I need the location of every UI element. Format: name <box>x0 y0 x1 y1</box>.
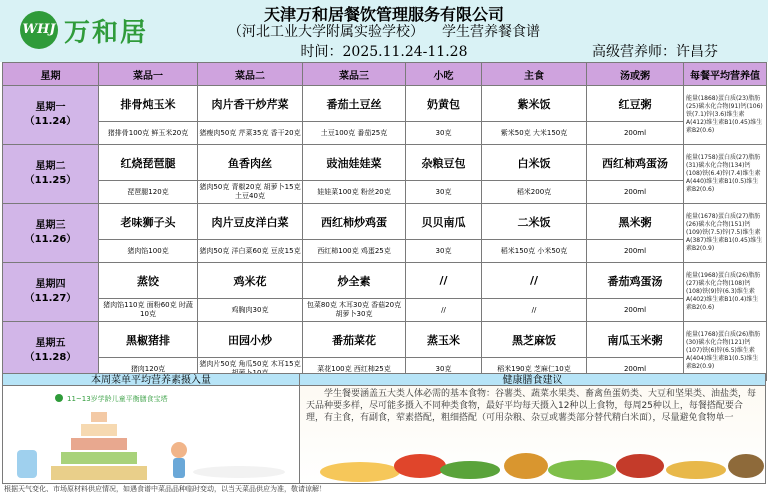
dish-name: 奶黄包 <box>406 86 482 122</box>
water-icon <box>17 450 37 478</box>
company-name: 天津万和居餐饮管理服务有限公司 <box>263 5 504 24</box>
ingredient-amount: 30克 <box>406 181 482 204</box>
dish-name: 西红柿鸡蛋汤 <box>587 145 684 181</box>
dish-name: 二米饭 <box>482 204 587 240</box>
ingredient-amount: 30克 <box>406 240 482 263</box>
ingredient-amount: 猪肉馅110克 面粉60克 时蔬10克 <box>99 299 198 322</box>
menu-table <box>2 62 767 381</box>
dish-name: 贝贝南瓜 <box>406 204 482 240</box>
dish-name: 肉片豆皮洋白菜 <box>198 204 303 240</box>
dish-name: 田园小炒 <box>198 322 303 358</box>
food-item-icon <box>320 462 400 482</box>
dish-name: 排骨炖玉米 <box>99 86 198 122</box>
col-header-nutrition: 每餐平均营养值 <box>684 63 767 86</box>
ingredient-amount: 猪肉50克 洋白菜60克 豆皮15克 <box>198 240 303 263</box>
ingredient-amount: 鸡胸肉30克 <box>198 299 303 322</box>
menu-row-ingredients <box>3 240 767 263</box>
dish-name: 黑椒猪排 <box>99 322 198 358</box>
nutritionist: 高级营养师：许昌芬 <box>592 44 718 60</box>
pyramid-tier-oil-salt <box>91 412 107 422</box>
dish-name: 蒸玉米 <box>406 322 482 358</box>
col-header-dish2: 菜品二 <box>198 63 303 86</box>
ingredient-amount: 稻米200克 <box>482 181 587 204</box>
ingredient-amount: 西红柿100克 鸡蛋25克 <box>303 240 406 263</box>
weekday-name: 星期四 <box>35 279 66 290</box>
pyramid-tier-vegetables <box>61 452 137 464</box>
dish-name: 鸡米花 <box>198 263 303 299</box>
weekday-cell <box>3 86 99 145</box>
weekday-date: （11.28） <box>24 352 77 363</box>
ingredient-amount: 200ml <box>587 299 684 322</box>
ingredient-amount: 猪肉馅100克 <box>99 240 198 263</box>
ingredient-amount: 稻米190克 芝麻仁10克 <box>482 358 587 381</box>
ingredient-amount: 200ml <box>587 181 684 204</box>
ingredient-amount: 200ml <box>587 122 684 145</box>
dish-name: 黑芝麻饭 <box>482 322 587 358</box>
ingredient-amount: // <box>482 299 587 322</box>
ingredient-amount: 土豆100克 番茄25克 <box>303 122 406 145</box>
tomato-icon <box>394 454 446 478</box>
diet-advice-text: 学生餐要涵盖五大类人体必需的基本食物：谷薯类、蔬菜水果类、畜禽鱼蛋奶类、大豆和坚果类、油盐类，每天品种要多样，尽可能多摄入不同种类食物，最好平均每天摄入12种以上食物，每周25种以上，每餐搭配要合理，有主食，有副食，荤素搭配，粗细搭配（可用杂粮、杂豆或薯类部分替代精白米面），尽量避免食物单一 <box>306 389 757 423</box>
dish-name: 鱼香肉丝 <box>198 145 303 181</box>
logo-text: 万和居 <box>64 18 149 48</box>
col-header-soup: 汤或粥 <box>587 63 684 86</box>
diet-advice-title: 健康膳食建议 <box>300 373 766 386</box>
ingredient-amount: 稻米150克 小米50克 <box>482 240 587 263</box>
ingredient-amount: 娃娃菜100克 粉丝20克 <box>303 181 406 204</box>
weekday-name: 星期一 <box>35 102 66 113</box>
dish-name: 红烧琵琶腿 <box>99 145 198 181</box>
ingredient-amount: 猪瘦肉50克 芹菜35克 香干20克 <box>198 122 303 145</box>
child-figure-icon <box>171 442 187 458</box>
school-line <box>0 21 768 41</box>
table-header-row <box>3 63 767 86</box>
menu-row-ingredients <box>3 299 767 322</box>
nutrition-values: 能量(1968)蛋白质(26)脂肪(27)碳水化合物(108)钙(108)铁(9)锌(6.3)维生素A(402)维生素B1(0.4)维生素B2(0.6) <box>684 263 767 322</box>
nuts-icon <box>504 453 548 479</box>
ingredient-amount: 200ml <box>587 358 684 381</box>
bread-icon <box>728 454 764 478</box>
date-range: 时间：2025.11.24-11.28 <box>300 44 468 60</box>
cucumber-icon <box>548 460 616 480</box>
dish-name: 番茄鸡蛋汤 <box>587 263 684 299</box>
menu-row-dishes <box>3 322 767 358</box>
pyramid-tier-grains <box>51 466 147 480</box>
nutrition-values: 能量(1868)蛋白质(23)脂肪(25)碳水化合物(91)钙(106)铁(7.1)锌(3.6)维生素A(412)维生素B1(0.45)维生素B2(0.6) <box>684 86 767 145</box>
menu-row-dishes <box>3 204 767 240</box>
ingredient-amount: // <box>406 299 482 322</box>
ingredient-amount: 琵琶腿120克 <box>99 181 198 204</box>
ingredient-amount: 猪排骨100克 鲜玉米20克 <box>99 122 198 145</box>
pyramid-title: 11~13岁学龄儿童平衡膳食宝塔 <box>67 395 168 403</box>
nutrition-values: 能量(1768)蛋白质(26)脂肪(30)碳水化合物(121)钙(107)铁(6)锌(6.5)维生素A(404)维生素B1(0.5)维生素B2(0.9) <box>684 322 767 381</box>
dish-name: 番茄土豆丝 <box>303 86 406 122</box>
weekday-cell <box>3 204 99 263</box>
weekday-cell <box>3 322 99 381</box>
nutrient-intake-title: 本周菜单平均营养素摄入量 <box>2 373 300 386</box>
pepper-icon <box>616 454 664 478</box>
dish-name: 红豆粥 <box>587 86 684 122</box>
greens-icon <box>440 461 500 479</box>
school-name: （河北工业大学附属实验学校） <box>228 24 424 40</box>
col-header-weekday: 星期 <box>3 63 99 86</box>
pyramid-title-icon <box>55 394 63 402</box>
weekday-name: 星期二 <box>35 161 66 172</box>
menu-row-dishes <box>3 145 767 181</box>
food-pyramid-illustration <box>3 386 299 482</box>
weekday-name: 星期五 <box>35 338 66 349</box>
ingredient-amount: 30克 <box>406 122 482 145</box>
weekday-cell <box>3 263 99 322</box>
dish-name: 白米饭 <box>482 145 587 181</box>
dish-name: 肉片香干炒芹菜 <box>198 86 303 122</box>
dish-name: 老味狮子头 <box>99 204 198 240</box>
nutrition-values: 能量(1758)蛋白质(27)脂肪(31)碳水化合物(134)钙(108)铁(6.4)锌(7.4)维生素A(440)维生素B1(0.5)维生素B2(0.6) <box>684 145 767 204</box>
diet-advice-panel <box>300 386 766 484</box>
menu-row-dishes <box>3 263 767 299</box>
weekday-date: （11.24） <box>24 116 77 127</box>
food-pyramid-panel <box>2 386 300 484</box>
header <box>0 0 768 62</box>
col-header-dish3: 菜品三 <box>303 63 406 86</box>
menu-row-ingredients <box>3 181 767 204</box>
dish-name: 杂粮豆包 <box>406 145 482 181</box>
ingredient-amount: 猪肉片50克 角瓜50克 木耳15克 <box>198 358 303 381</box>
pyramid-tier-meat-fish <box>71 438 127 450</box>
col-header-staple: 主食 <box>482 63 587 86</box>
ingredient-amount: 猪肉120克 <box>99 358 198 381</box>
footer-note: 根据天气变化、市场原材料供应情况，如遇食谱中菜品品种临时变动，以当天菜品供应为准，敬请谅解！ <box>4 485 326 493</box>
dish-name: 紫米饭 <box>482 86 587 122</box>
col-header-snack: 小吃 <box>406 63 482 86</box>
dish-name: 西红柿炒鸡蛋 <box>303 204 406 240</box>
col-header-dish1: 菜品一 <box>99 63 198 86</box>
weekday-name: 星期三 <box>35 220 66 231</box>
nutrition-values: 能量(1678)蛋白质(27)脂肪(26)碳水化合物(151)钙(109)铁(7.5)锌(7.5)维生素A(387)维生素B1(0.45)维生素B2(0.9) <box>684 204 767 263</box>
vegetables-illustration <box>300 386 766 484</box>
dish-name: 蒸饺 <box>99 263 198 299</box>
dish-name: 南瓜玉米粥 <box>587 322 684 358</box>
dish-name: 炒全素 <box>303 263 406 299</box>
ingredient-amount: 200ml <box>587 240 684 263</box>
dish-name: 豉油娃娃菜 <box>303 145 406 181</box>
weekday-cell <box>3 145 99 204</box>
logo-badge: WHJ <box>20 11 58 49</box>
menu-subtitle: 学生营养餐食谱 <box>442 24 540 40</box>
ingredient-amount: 包菜80克 木耳30克 香菇20克 胡萝卜30克 <box>303 299 406 322</box>
dish-name: // <box>482 263 587 299</box>
ingredient-amount: 猪肉50克 青椒20克 胡萝卜15克 土豆40克 <box>198 181 303 204</box>
bottom-section <box>2 373 766 484</box>
menu-row-dishes <box>3 86 767 122</box>
grain-icon <box>666 461 726 479</box>
dish-name: 番茄菜花 <box>303 322 406 358</box>
ingredient-amount: 菜花100克 西红柿25克 <box>303 358 406 381</box>
ingredient-amount: 30克 <box>406 358 482 381</box>
weekday-date: （11.27） <box>24 293 77 304</box>
menu-row-ingredients <box>3 122 767 145</box>
pyramid-tier-dairy-soy <box>81 424 117 436</box>
dish-name: 黑米粥 <box>587 204 684 240</box>
weekday-date: （11.26） <box>24 234 77 245</box>
ingredient-amount: 紫米50克 大米150克 <box>482 122 587 145</box>
dish-name: // <box>406 263 482 299</box>
weekday-date: （11.25） <box>24 175 77 186</box>
